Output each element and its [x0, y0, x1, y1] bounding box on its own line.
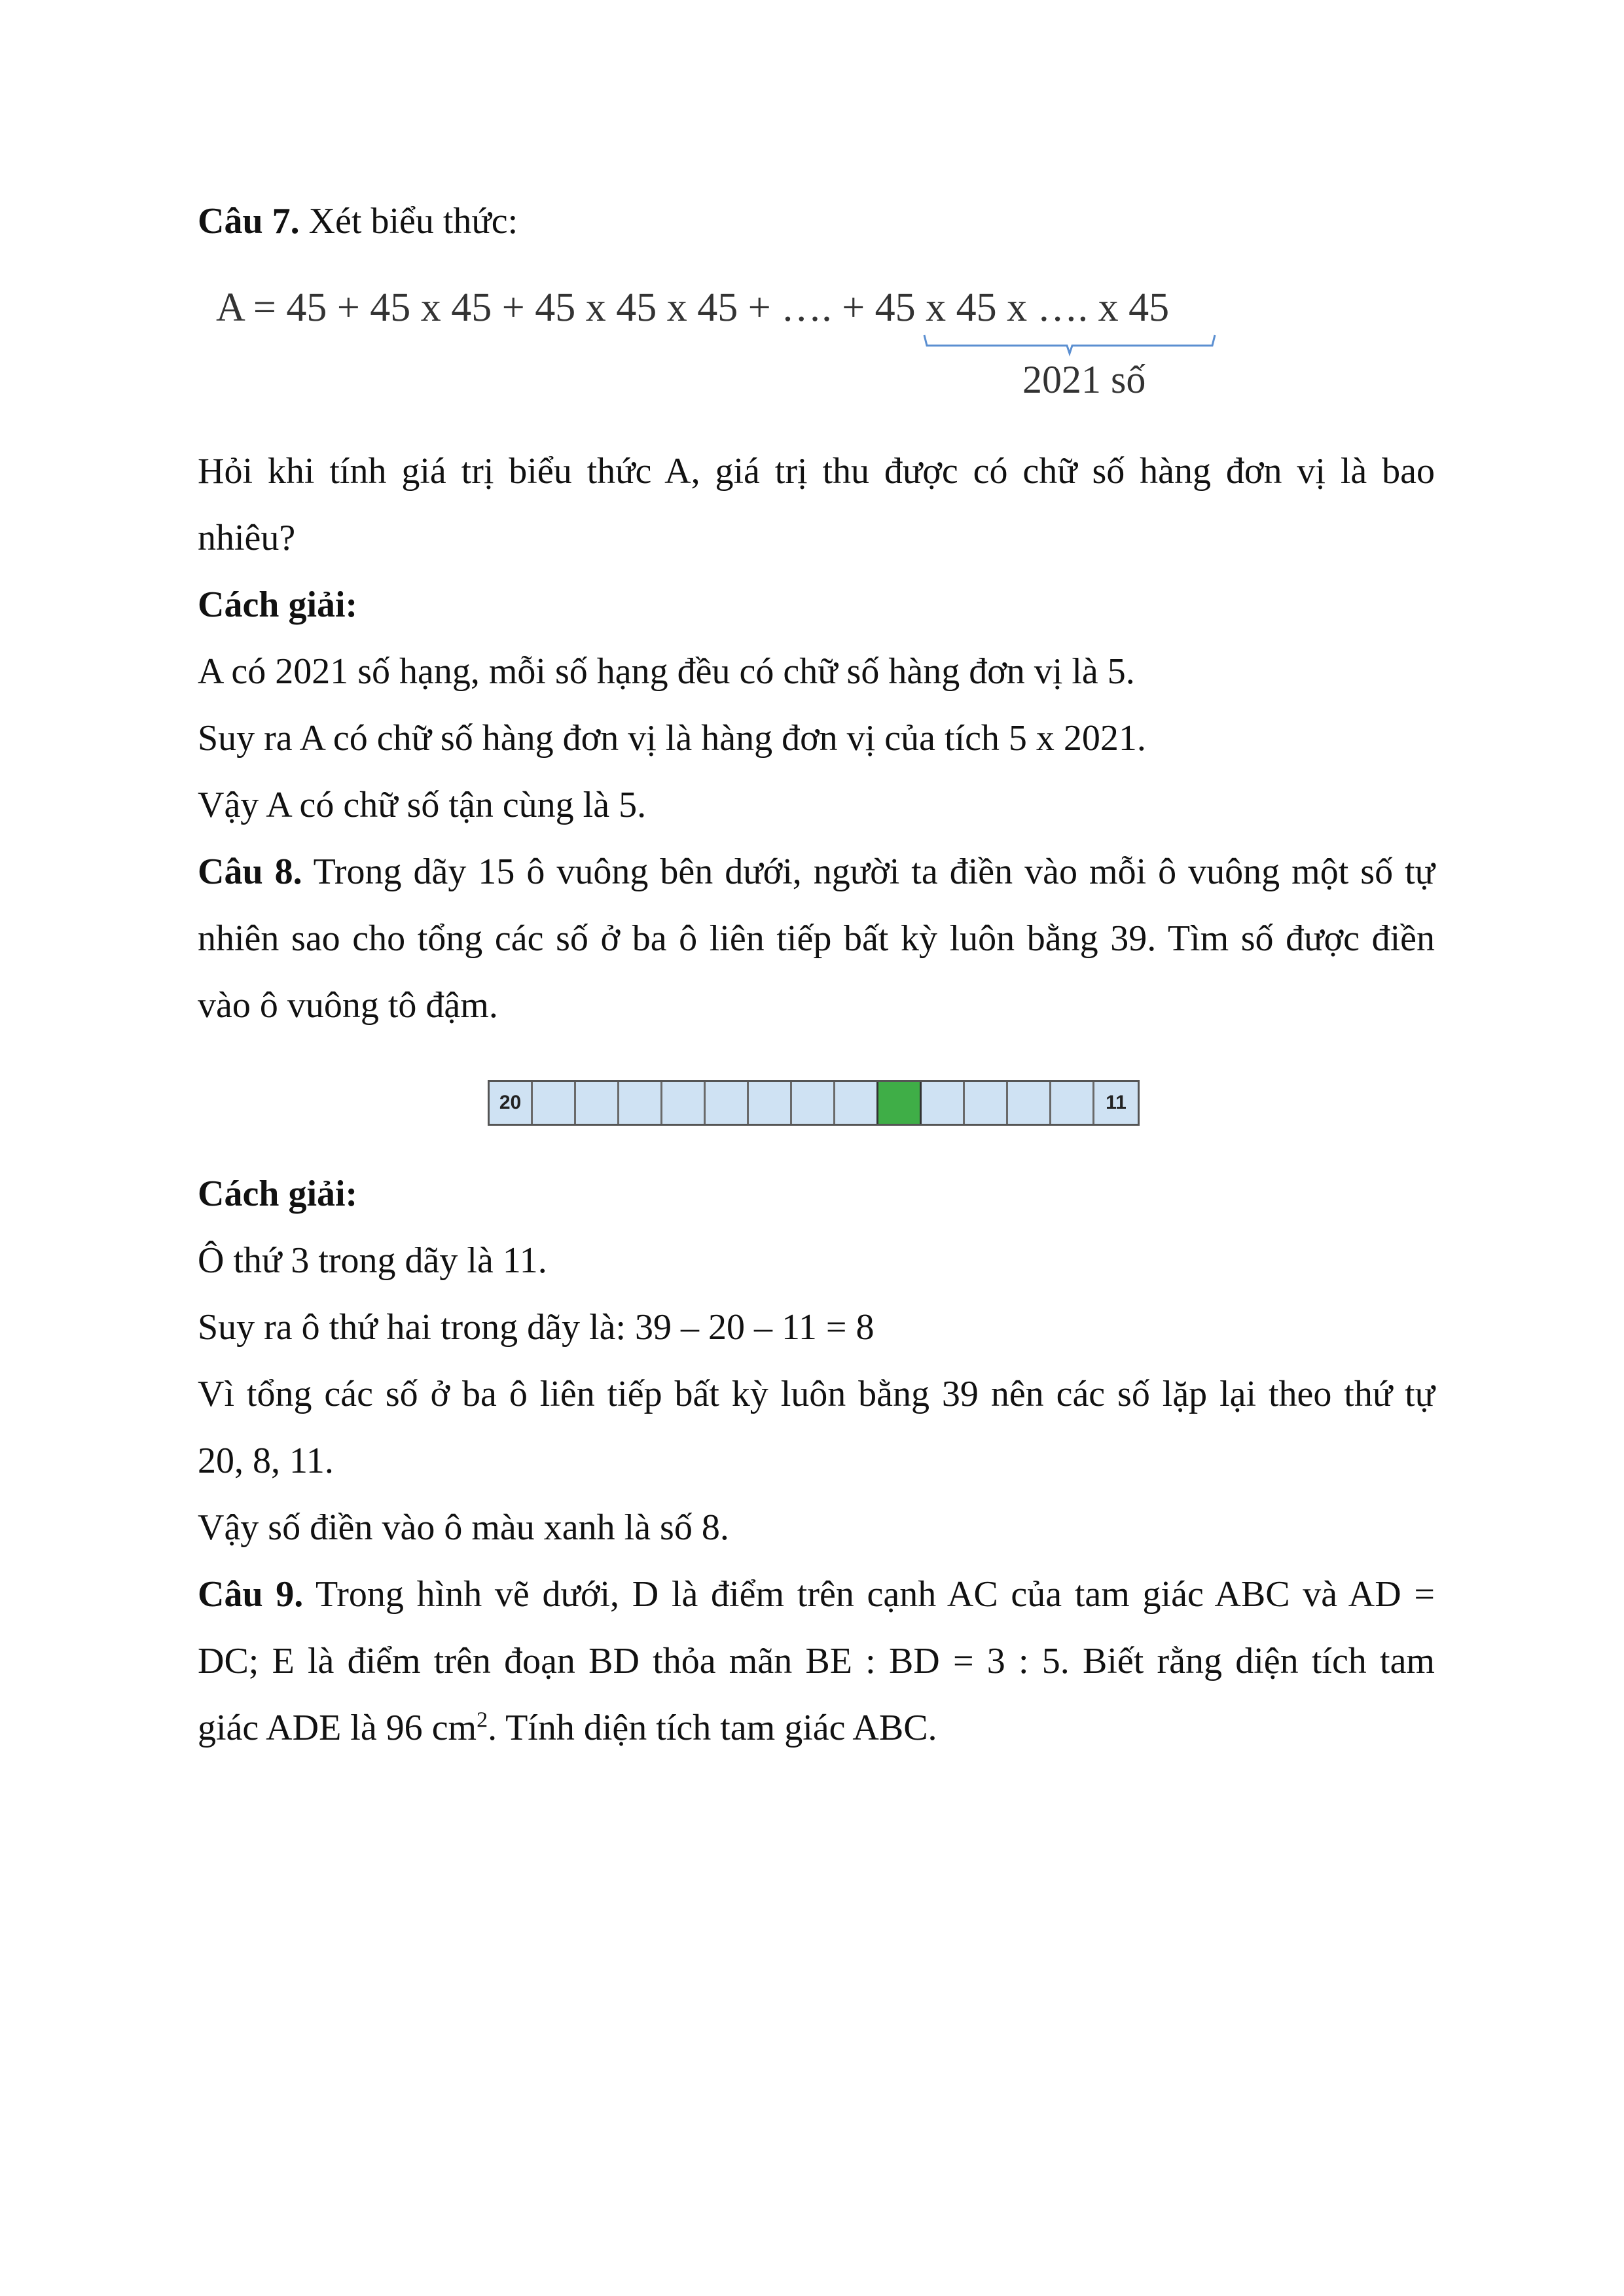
q9-text-3a: giác ADE là 96 — [198, 1708, 432, 1748]
q8-square-strip — [488, 1080, 1140, 1126]
square-cell: 11 — [1094, 1082, 1138, 1124]
square-cell — [619, 1082, 662, 1124]
q9-question-line-1 — [198, 1571, 1435, 1618]
q7-formula-figure — [216, 275, 1263, 412]
q8-question-line-2: nhiên sao cho tổng các số ở ba ô liên tiếp bất kỳ luôn bằng 39. Tìm số được điền — [198, 918, 1435, 959]
square-cell — [1051, 1082, 1094, 1124]
q7-solution-heading: Cách giải: — [198, 584, 358, 625]
q7-solution-line-2: Suy ra A có chữ số hàng đơn vị là hàng đơn vị của tích 5 x 2021. — [198, 718, 1146, 759]
q7-question-line-1: Hỏi khi tính giá trị biểu thức A, giá trị thu được có chữ số hàng đơn vị là bao — [198, 451, 1435, 492]
q8-solution-line-2: Suy ra ô thứ hai trong dãy là: 39 – 20 – 11 = 8 — [198, 1307, 875, 1348]
q9-text-3b: . Tính diện tích tam giác ABC. — [488, 1708, 937, 1748]
q9-unit: cm — [431, 1708, 477, 1748]
q7-label: Câu 7. — [198, 201, 300, 242]
q7-solution-line-3: Vậy A có chữ số tận cùng là 5. — [198, 785, 647, 825]
square-cell — [706, 1082, 749, 1124]
square-cell — [965, 1082, 1008, 1124]
q9-text-1: Trong hình vẽ dưới, D là điểm trên cạnh AC của tam giác ABC và AD = — [303, 1574, 1435, 1615]
q7-solution-line-1: A có 2021 số hạng, mỗi số hạng đều có chữ số hàng đơn vị là 5. — [198, 651, 1135, 692]
square-cell — [792, 1082, 835, 1124]
square-cell — [922, 1082, 965, 1124]
q7-brace-label: 2021 số — [1022, 358, 1146, 401]
q7-formula: A = 45 + 45 x 45 + 45 x 45 x 45 + …. + 45 x 45 x …. x 45 — [216, 285, 1170, 330]
q8-solution-line-4: 20, 8, 11. — [198, 1441, 334, 1481]
q9-unit-exponent: 2 — [477, 1708, 488, 1732]
shaded-square — [878, 1082, 922, 1124]
q8-question-line-3: vào ô vuông tô đậm. — [198, 985, 498, 1026]
q9-question-line-3 — [198, 1704, 1435, 1751]
q7-heading — [198, 198, 1435, 245]
square-cell — [835, 1082, 878, 1124]
q9-label: Câu 9. — [198, 1574, 304, 1615]
q9-question-line-2: DC; E là điểm trên đoạn BD thỏa mãn BE : BD = 3 : 5. Biết rằng diện tích tam — [198, 1641, 1435, 1681]
q8-label: Câu 8. — [198, 852, 302, 892]
square-cell: 20 — [490, 1082, 533, 1124]
square-cell — [1008, 1082, 1051, 1124]
q8-text-1: Trong dãy 15 ô vuông bên dưới, người ta điền vào mỗi ô vuông một số tự — [302, 852, 1435, 892]
q8-solution-line-3: Vì tổng các số ở ba ô liên tiếp bất kỳ luôn bằng 39 nên các số lặp lại theo thứ tự — [198, 1374, 1435, 1414]
q8-solution-line-1: Ô thứ 3 trong dãy là 11. — [198, 1240, 547, 1281]
q8-question-line-1 — [198, 848, 1435, 895]
q7-intro: Xét biểu thức: — [299, 201, 518, 242]
q7-underbrace — [216, 275, 1263, 367]
q8-solution-line-5: Vậy số điền vào ô màu xanh là số 8. — [198, 1507, 729, 1548]
square-cell — [749, 1082, 792, 1124]
q8-solution-heading: Cách giải: — [198, 1174, 358, 1214]
square-cell — [576, 1082, 619, 1124]
q7-question-line-2: nhiêu? — [198, 518, 296, 558]
square-cell — [662, 1082, 706, 1124]
square-cell — [533, 1082, 576, 1124]
